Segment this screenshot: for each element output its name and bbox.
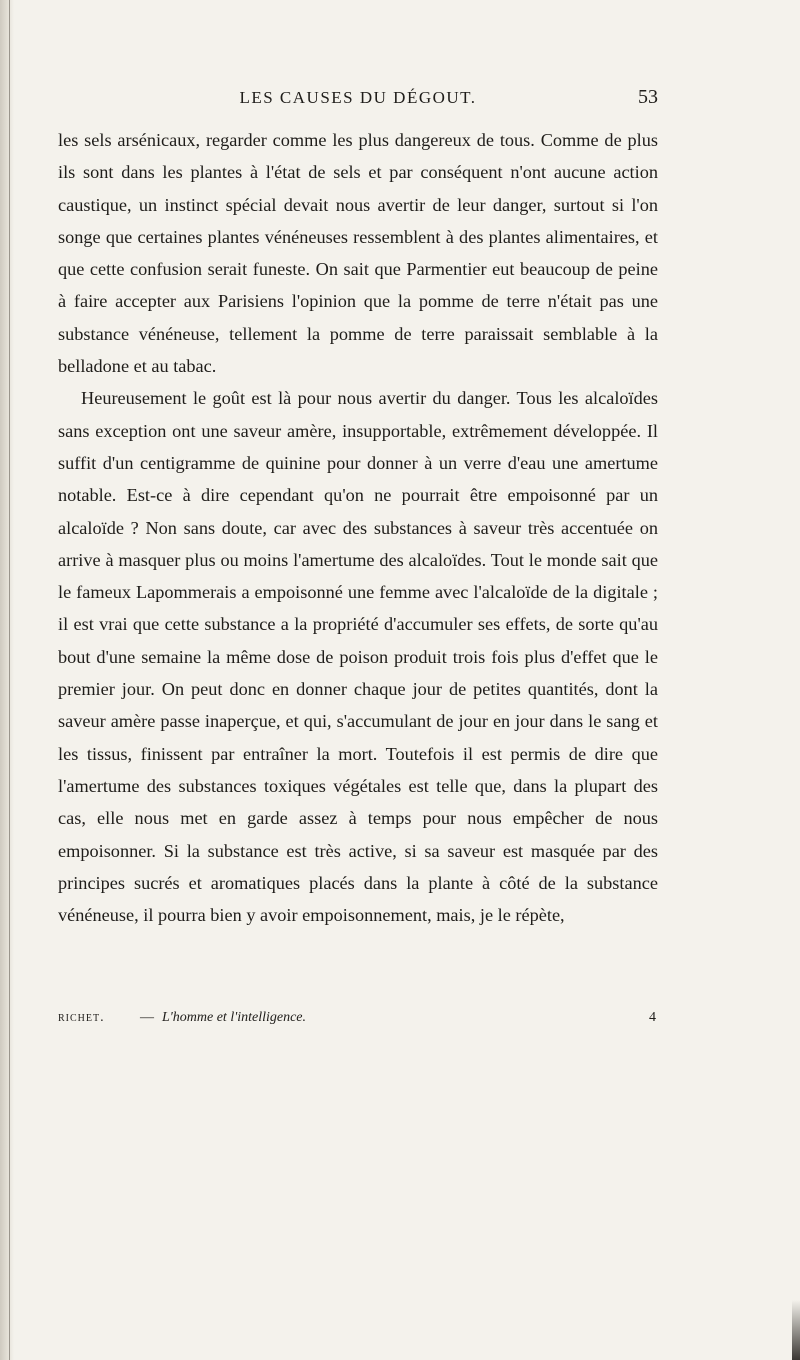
page-footer: [58, 1010, 658, 1030]
body-text: [58, 124, 658, 931]
page-number: 53: [638, 86, 658, 108]
running-title: LES CAUSES DU DÉGOUT.: [239, 88, 477, 107]
signature-mark: 4: [649, 1010, 656, 1025]
footer-book-title: L'homme et l'intelligence.: [162, 1010, 307, 1025]
binding-line: [9, 0, 10, 1360]
footer-dash: —: [140, 1010, 154, 1025]
paragraph: Heureusement le goût est là pour nous avertir du danger. Tous les alcaloïdes sans exception ont une saveur amère, insupportable, extrêmement développée. Il suffit d'un centigramme de quinine pour donner à un verre d'eau une amertume notable. Est-ce à dire cependant qu'on ne pourrait être empoisonné par un alcaloïde ? Non sans doute, car avec des substances à saveur très accentuée on arrive à masquer plus ou moins l'amertume des alcaloïdes. Tout le monde sait que le fameux Lapommerais a empoisonné une femme avec l'alcaloïde de la digitale ; il est vrai que cette substance a la propriété d'accumuler ses effets, de sorte qu'au bout d'une semaine la même dose de poison produit trois fois plus d'effet que le premier jour. On peut donc en donner chaque jour de petites quantités, dont la saveur amère passe inaperçue, et qui, s'accumulant de jour en jour dans le sang et les tissus, finissent par entraîner la mort. Toutefois il est permis de dire que l'amertume des substances toxiques végétales est telle que, dans la plupart des cas, elle nous met en garde assez à temps pour nous empêcher de nous empoisonner. Si la substance est très active, si sa saveur est masquée par des principes sucrés et aromatiques placés dans la plante à côté de la substance vénéneuse, il pourra bien y avoir empoisonnement, mais, je le répète,: [58, 388, 658, 926]
paragraph-continuation: les sels arsénicaux, regarder comme les plus dangereux de tous. Comme de plus ils sont dans les plantes à l'état de sels et par conséquent n'ont aucune action caustique, un instinct spécial devait nous avertir de leur danger, surtout si l'on songe que certaines plantes vénéneuses ressemblent à des plantes alimentaires, et que cette confusion serait funeste. On sait que Parmentier eut beaucoup de peine à faire accepter aux Parisiens l'opinion que la pomme de terre n'était pas une substance vénéneuse, tellement la pomme de terre paraissait semblable à la belladone et au tabac.: [58, 130, 658, 377]
page-corner-shadow: [792, 1300, 800, 1360]
running-head: [58, 88, 658, 114]
footer-author: richet.: [58, 1010, 105, 1025]
page-binding-edge: [0, 0, 14, 1360]
